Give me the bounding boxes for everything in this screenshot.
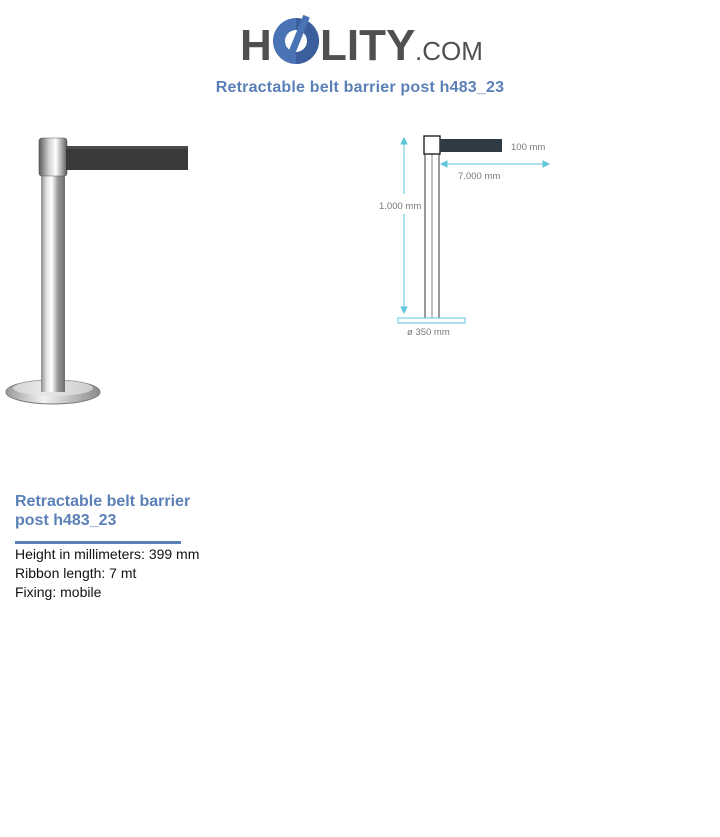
belt-width-label: 100 mm [511,142,546,153]
holity-logo [240,10,485,68]
product-title-line2: post h483_23 [15,512,117,529]
logo-domain: .COM [415,36,483,66]
spec-height: Height in millimeters: 399 mm [15,546,200,562]
logo-o-icon [273,15,319,64]
belt-barrier-post-photo [0,130,200,410]
belt-length-label: 7.000 mm [458,171,501,182]
page-title: Retractable belt barrier post h483_23 [215,79,505,96]
product-title-line1: Retractable belt barrier [15,493,191,510]
spec-ribbon-length: Ribbon length: 7 mt [15,565,137,581]
spec-fixing: Fixing: mobile [15,584,102,600]
height-dimension-label: 1.000 mm [379,201,422,212]
logo-letters-lity: LITY [320,21,416,68]
logo-letter-h: H [240,21,272,68]
dimension-diagram [370,130,560,340]
title-divider [15,541,181,544]
product-title [15,492,215,530]
spec-list [15,545,199,602]
base-diameter-label: ø 350 mm [407,327,450,338]
